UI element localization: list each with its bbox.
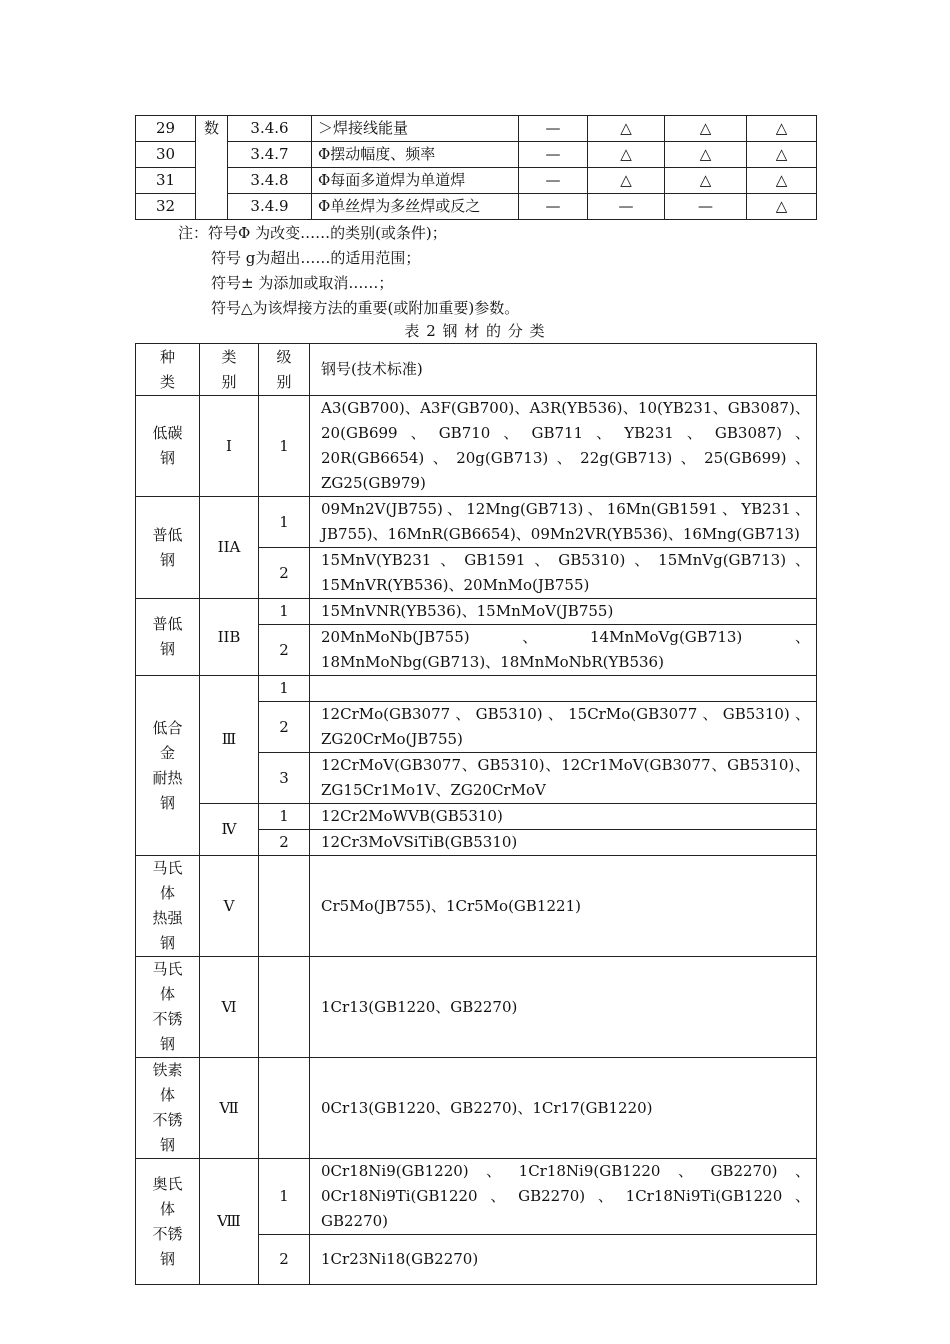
steel-grade: 1 [259,599,310,625]
table-row [136,957,817,1058]
clause-number: 3.4.9 [228,194,312,220]
steel-grade: 1 [259,676,310,702]
table-row [136,804,817,830]
symbol-cell: △ [747,142,817,168]
steel-standards: Cr5Mo(JB755)、1Cr5Mo(GB1221) [310,856,817,957]
note-line: 符号△为该焊接方法的重要(或附加重要)参数。 [211,299,520,317]
table-row [136,142,817,168]
steel-kind: 普低 钢 [136,599,200,676]
steel-grade: 3 [259,753,310,804]
header-kind: 种 类 [136,344,200,396]
symbol-cell: △ [588,168,665,194]
steel-standards: 12Cr3MoVSiTiB(GB5310) [310,830,817,856]
welding-parameter-table [135,115,817,220]
steel-grade: 1 [259,1159,310,1235]
symbol-cell: △ [665,116,747,142]
table-row [136,168,817,194]
steel-category: Ⅵ [200,957,259,1058]
symbol-cell: △ [747,194,817,220]
steel-kind: 马氏 体 不锈 钢 [136,957,200,1058]
note-line: 符号 g为超出……的适用范围； [211,249,421,267]
symbol-cell: △ [747,116,817,142]
table-title: 表 2 钢 材 的 分 类 [404,322,546,340]
steel-kind: 马氏 体 热强 钢 [136,856,200,957]
steel-standards: 1Cr13(GB1220、GB2270) [310,957,817,1058]
steel-grade: 2 [259,625,310,676]
symbol-cell: — [588,194,665,220]
symbol-cell: △ [665,168,747,194]
row-number: 30 [136,142,196,168]
clause-number: 3.4.7 [228,142,312,168]
steel-standards: 12Cr2MoWVB(GB5310) [310,804,817,830]
parameter-item: Φ每面多道焊为单道焊 [312,168,519,194]
steel-standards [310,676,817,702]
table-row [136,1159,817,1235]
steel-category: Ⅴ [200,856,259,957]
header-grade: 级 别 [259,344,310,396]
header-category: 类 别 [200,344,259,396]
steel-grade: 2 [259,830,310,856]
table-row [136,497,817,548]
steel-kind: 普低 钢 [136,497,200,599]
steel-category: Ⅰ [200,396,259,497]
steel-standards: 12CrMo(GB3077、GB5310)、15CrMo(GB3077、GB5310)、ZG20CrMo(JB755) [310,702,817,753]
steel-grade: 1 [259,396,310,497]
steel-standards: 1Cr23Ni18(GB2270) [310,1235,817,1285]
steel-category: Ⅷ [200,1159,259,1285]
steel-grade: 2 [259,702,310,753]
steel-grade: 1 [259,804,310,830]
table-row [136,856,817,957]
steel-standards: 15MnV(YB231、GB1591、GB5310)、15MnVg(GB713)、15MnVR(YB536)、20MnMo(JB755) [310,548,817,599]
steel-category: IIA [200,497,259,599]
table-row [136,676,817,702]
parameter-item: Φ单丝焊为多丝焊或反之 [312,194,519,220]
clause-number: 3.4.8 [228,168,312,194]
row-number: 32 [136,194,196,220]
steel-grade [259,957,310,1058]
symbol-cell: △ [665,142,747,168]
steel-grade: 2 [259,1235,310,1285]
steel-classification-table [135,343,817,1285]
row-number: 31 [136,168,196,194]
steel-kind: 低合 金 耐热 钢 [136,676,200,856]
category-cell: 数 [196,116,228,220]
steel-standards: 20MnMoNb(JB755)、14MnMoVg(GB713)、18MnMoNbg(GB713)、18MnMoNbR(YB536) [310,625,817,676]
steel-standards: 15MnVNR(YB536)、15MnMoV(JB755) [310,599,817,625]
notes-block [178,221,519,321]
steel-kind: 铁素 体 不锈 钢 [136,1058,200,1159]
steel-standards: 0Cr18Ni9(GB1220)、1Cr18Ni9(GB1220、GB2270)、0Cr18Ni9Ti(GB1220、GB2270)、1Cr18Ni9Ti(GB1220、GB2270) [310,1159,817,1235]
steel-standards: 0Cr13(GB1220、GB2270)、1Cr17(GB1220) [310,1058,817,1159]
symbol-cell: △ [747,168,817,194]
symbol-cell: — [519,194,588,220]
symbol-cell: — [519,116,588,142]
steel-grade [259,856,310,957]
symbol-cell: △ [588,116,665,142]
symbol-cell: — [519,142,588,168]
table-row [136,396,817,497]
parameter-item: ＞焊接线能量 [312,116,519,142]
table-row [136,194,817,220]
steel-kind: 低碳 钢 [136,396,200,497]
table-row [136,116,817,142]
symbol-cell: △ [588,142,665,168]
clause-number: 3.4.6 [228,116,312,142]
note-line: 注：符号Φ 为改变……的类别(或条件)； [178,224,447,242]
steel-category: Ⅳ [200,804,259,856]
symbol-cell: — [519,168,588,194]
note-line: 符号± 为添加或取消……； [211,274,394,292]
steel-standards: 12CrMoV(GB3077、GB5310)、12Cr1MoV(GB3077、GB5310)、ZG15Cr1Mo1V、ZG20CrMoV [310,753,817,804]
header-row [136,344,817,396]
table-row [136,599,817,625]
steel-grade [259,1058,310,1159]
steel-category: Ⅶ [200,1058,259,1159]
header-standard: 钢号(技术标准) [310,344,817,396]
table-row [136,1058,817,1159]
steel-category: Ⅲ [200,676,259,804]
row-number: 29 [136,116,196,142]
steel-standards: A3(GB700)、A3F(GB700)、A3R(YB536)、10(YB231、GB3087)、20(GB699、GB710、GB711、YB231、GB3087)、20R(GB6654)、20g(GB713)、22g(GB713)、25(GB699)、ZG25(GB979) [310,396,817,497]
parameter-item: Φ摆动幅度、频率 [312,142,519,168]
steel-grade: 2 [259,548,310,599]
symbol-cell: — [665,194,747,220]
steel-standards: 09Mn2V(JB755)、12Mng(GB713)、16Mn(GB1591、YB231、JB755)、16MnR(GB6654)、09Mn2VR(YB536)、16Mng(GB713) [310,497,817,548]
steel-category: IIB [200,599,259,676]
steel-grade: 1 [259,497,310,548]
steel-kind: 奥氏 体 不锈 钢 [136,1159,200,1285]
